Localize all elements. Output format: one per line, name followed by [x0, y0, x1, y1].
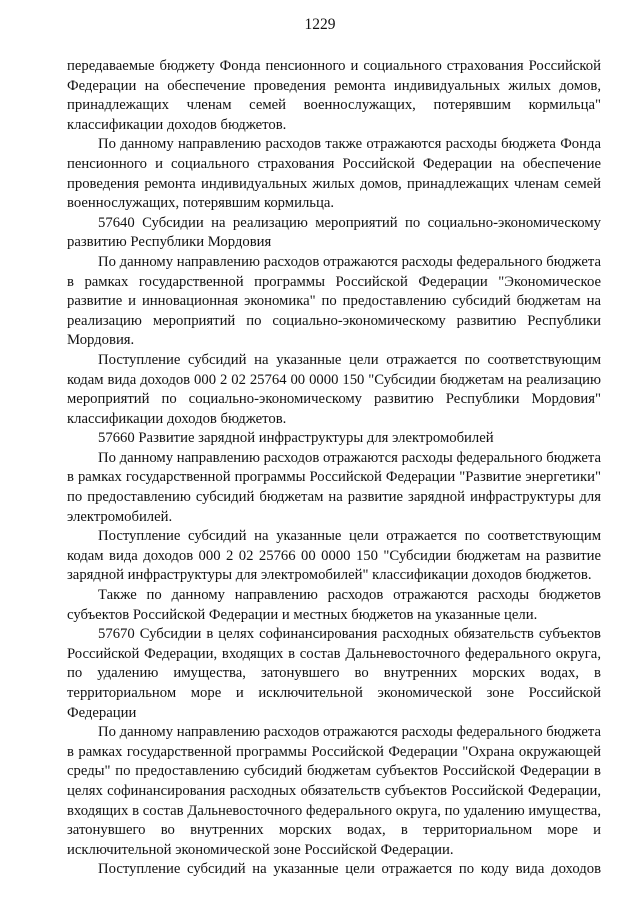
paragraph-57660-income-code: Поступление субсидий на указанные цели отражается по соответствующим кодам вида доходов 000 2 02 25766 00 0000 150 "Субсидии бюджетам на развитие зарядной инфраструктуры для электромобилей" классификации доходов бюджетов.	[67, 528, 601, 584]
paragraph-continuation: передаваемые бюджету Фонда пенсионного и социального страхования Российской Федерации на обеспечение проведения ремонта индивидуальных жилых домов, принадлежащих членам семей военнослужащих, потерявшим кормильца" классификации доходов бюджетов.	[67, 58, 601, 133]
document-body	[67, 57, 601, 880]
paragraph-57640-expenses: По данному направлению расходов отражаются расходы федерального бюджета в рамках государственной программы Российской Федерации "Экономическое развитие и инновационная экономика" по предоставлению субсидий бюджетам на реализацию мероприятий по социально-экономическому развитию Республики Мордовия.	[67, 253, 601, 349]
paragraph-57660-expenses: По данному направлению расходов отражаются расходы федерального бюджета в рамках государственной программы Российской Федерации "Развитие энергетики" по предоставлению субсидий бюджетам на развитие зарядной инфраструктуры для электромобилей.	[67, 449, 601, 525]
paragraph-57670-expenses: По данному направлению расходов отражаются расходы федерального бюджета в рамках государственной программы Российской Федерации "Охрана окружающей среды" по предоставлению субсидий бюджетам субъектов Российской Федерации в целях софинансирования расходных обязательств субъектов Российской Федерации, входящих в состав Дальневосточного федерального округа, по удалению имущества, затонувшего во внутренних морских водах, в территориальном море и исключительной экономической зоне Российской Федерации.	[67, 724, 601, 858]
section-heading-57640: 57640 Субсидии на реализацию мероприятий по социально-экономическому развитию Республики Мордовия	[67, 214, 601, 251]
page-number: 1229	[304, 16, 336, 33]
section-heading-57670: 57670 Субсидии в целях софинансирования расходных обязательств субъектов Российской Федерации, входящих в состав Дальневосточного федерального округа, по удалению имущества, затонувшего во внутренних морских водах, в территориальном море и исключительной экономической зоне Российской Федерации	[67, 626, 601, 721]
paragraph-57670-income-code: Поступление субсидий на указанные цели отражается по коду вида доходов	[98, 861, 601, 878]
paragraph-57640-income-code: Поступление субсидий на указанные цели отражается по соответствующим кодам вида доходов 000 2 02 25764 00 0000 150 "Субсидии бюджетам на реализацию мероприятий по социально-экономическому развитию Республики Мордовия" классификации доходов бюджетов.	[67, 351, 601, 427]
paragraph-pension-fund-expenses: По данному направлению расходов также отражаются расходы бюджета Фонда пенсионного и социального страхования Российской Федерации на обеспечение проведения ремонта индивидуальных жилых домов, принадлежащих членам семей военнослужащих, потерявшим кормильца.	[67, 136, 601, 212]
section-heading-57660: 57660 Развитие зарядной инфраструктуры для электромобилей	[98, 430, 494, 447]
paragraph-57660-regional-expenses: Также по данному направлению расходов отражаются расходы бюджетов субъектов Российской Федерации и местных бюджетов на указанные цели.	[67, 587, 601, 623]
